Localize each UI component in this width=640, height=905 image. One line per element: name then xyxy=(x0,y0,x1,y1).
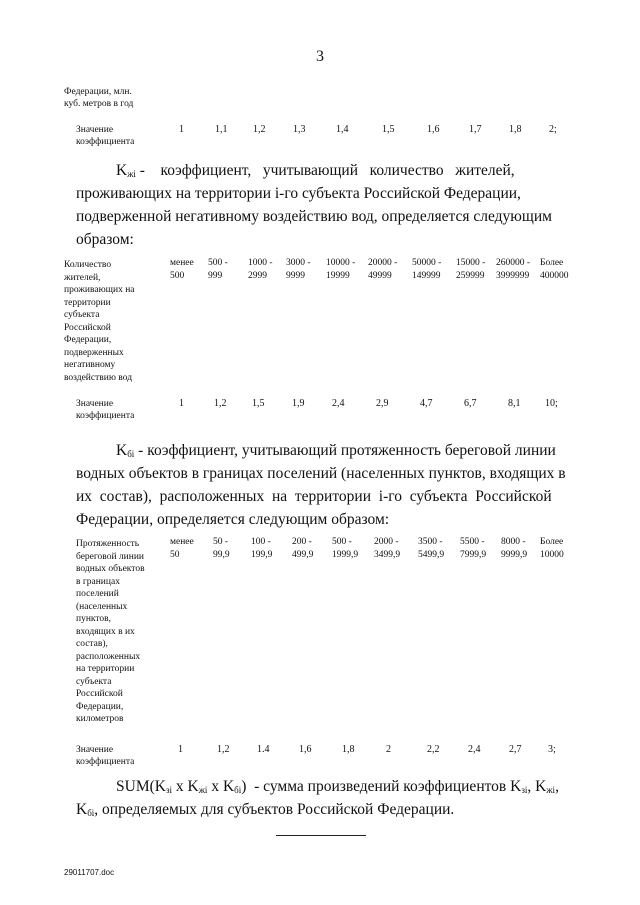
times: x K xyxy=(207,778,235,795)
table3-label-line: (населенных xyxy=(76,601,128,612)
table2-header-line: 19999 xyxy=(326,270,350,281)
comma: , xyxy=(555,778,559,795)
table2-label-line: территории xyxy=(64,297,111,308)
table1-value: 1,7 xyxy=(469,124,482,135)
table2-value: 8,1 xyxy=(508,398,521,409)
table2-header-line: 15000 - xyxy=(456,258,486,268)
table3-value: 1.4 xyxy=(257,744,270,755)
table2-value: 2,9 xyxy=(376,398,389,409)
table3-header-line: 9999,9 xyxy=(501,549,528,560)
table1-value: 1,5 xyxy=(382,124,395,135)
table2-value: 1,2 xyxy=(214,398,227,409)
table3-value: 2 xyxy=(386,744,391,755)
table3-header-line: 499,9 xyxy=(292,549,314,560)
table1-value: 1,6 xyxy=(427,124,440,135)
table2-label-line: субъекта xyxy=(64,310,100,320)
table3-header-line: 500 - xyxy=(332,537,352,547)
table2-header-line: 50000 - xyxy=(412,258,442,268)
table3-header-line: 3500 - xyxy=(418,537,443,547)
table2-header xyxy=(248,257,273,282)
table1-value-label-2: коэффициента xyxy=(76,137,135,147)
table2-header-line: 259999 xyxy=(456,270,485,281)
table3-value-label-1: Значение xyxy=(76,745,114,755)
table1-label-line-1: Федерации, млн. xyxy=(64,87,132,97)
table2-label-line: жителей, xyxy=(64,272,101,283)
table3-header-line: 99,9 xyxy=(213,549,230,560)
k-symbol: K xyxy=(76,801,88,818)
sub: зi xyxy=(521,785,528,795)
table2-header-line: 3000 - xyxy=(286,258,311,268)
table2-header-line: 20000 - xyxy=(368,258,398,268)
table3-value: 1,6 xyxy=(299,744,312,755)
table2-header xyxy=(208,257,228,282)
sub: бi xyxy=(234,785,242,795)
table2-label-line: воздействию вод xyxy=(64,372,133,383)
table3-header xyxy=(170,536,194,561)
para2-line-2: водных объектов в границах поселений (населенных пунктов, входящих в xyxy=(76,465,566,482)
comma: , K xyxy=(527,778,547,795)
table3-value: 2,4 xyxy=(468,744,481,755)
table3-label-line: пунктов, xyxy=(76,614,112,624)
table2-value-label-1: Значение xyxy=(76,399,114,409)
para1-symbol: K xyxy=(116,162,128,179)
table3-header xyxy=(332,536,358,561)
table2-value: 1,5 xyxy=(252,398,265,409)
table1-value: 1,1 xyxy=(215,124,228,135)
para1-symbol-sub: жi xyxy=(127,169,136,179)
para1-line-1 xyxy=(116,160,566,186)
table1-value: 1 xyxy=(179,124,184,135)
table2-header-line: 500 - xyxy=(208,258,228,268)
table2-header-line: 49999 xyxy=(368,270,392,281)
table3-header-line: Более xyxy=(540,537,564,547)
table2-label-line: Российской xyxy=(64,322,111,333)
table3-header-line: 200 - xyxy=(292,537,312,547)
table3-header-line: 3499,9 xyxy=(374,549,401,560)
table2-header xyxy=(326,257,355,282)
table3-label-line: на территории xyxy=(76,664,135,674)
table3-label-line: Федерации, xyxy=(76,701,124,712)
table2-label-line: Федерации, xyxy=(64,335,112,345)
table3-header xyxy=(374,536,400,561)
table2-value-label-2: коэффициента xyxy=(76,411,135,421)
table3-header xyxy=(418,536,444,561)
sub: жi xyxy=(546,785,556,795)
table3-header-line: 5499,9 xyxy=(418,549,445,560)
table3-value: 2,7 xyxy=(509,744,522,755)
table2-label-line: Количество xyxy=(64,260,112,270)
table3-header xyxy=(213,536,230,561)
table2-value: 4,7 xyxy=(420,398,433,409)
page-number: 3 xyxy=(316,48,324,65)
para2-symbol-sub: бi xyxy=(127,449,135,459)
table3-value: 1,8 xyxy=(342,744,355,755)
table3-header-line: 50 - xyxy=(213,537,229,547)
table2-header xyxy=(540,257,569,282)
table3-header xyxy=(501,536,527,561)
table3-label-line: водных объектов xyxy=(76,564,145,574)
table3-header-line: 5500 - xyxy=(460,537,485,547)
table2-header-line: 10000 - xyxy=(326,258,356,268)
table3-header-line: 50 xyxy=(170,549,180,560)
table2-value: 1 xyxy=(179,398,184,409)
table2-header-line: 260000 - xyxy=(496,258,531,268)
table3-label-line: Протяженность xyxy=(76,539,140,549)
table3-header-line: 1999,9 xyxy=(332,549,359,560)
table2-label xyxy=(64,259,135,384)
para1-line-4: образом: xyxy=(76,231,134,248)
table2-header-line: 500 xyxy=(170,270,185,281)
table3-header xyxy=(292,536,313,561)
sum-open: SUM(K xyxy=(116,778,166,795)
table1-value-label-1: Значение xyxy=(76,125,114,135)
table2-label-line: подверженных xyxy=(64,347,124,358)
table3-header-line: 7999,9 xyxy=(460,549,487,560)
table1-value: 1,3 xyxy=(293,124,306,135)
table3-header xyxy=(251,536,272,561)
para2-line-1-text: - коэффициент, учитывающий протяженность береговой линии xyxy=(134,442,556,459)
para3-line-2 xyxy=(76,799,454,825)
table2-header-line: 9999 xyxy=(286,270,305,281)
table3-header xyxy=(540,536,564,561)
para2-line-4: Федерации, определяется следующим образом: xyxy=(76,511,390,528)
table3-value: 1 xyxy=(178,744,183,755)
table1-value: 1,2 xyxy=(253,124,266,135)
table3-label-line: километров xyxy=(76,714,124,724)
sub: жi xyxy=(198,785,208,795)
table2-label-line: проживающих на xyxy=(64,285,135,295)
table2-header-line: 1000 - xyxy=(248,258,273,268)
table3-value: 2,2 xyxy=(427,744,440,755)
table1-value: 2; xyxy=(549,124,557,135)
table2-header-line: 149999 xyxy=(412,270,441,281)
para2-line-3: их состав), расположенных на территории i-го субъекта Российской xyxy=(76,488,552,505)
footer-filename: 29011707.doc xyxy=(64,868,115,877)
table3-label-line: береговой линии xyxy=(76,551,145,562)
table2-header-line: Более xyxy=(540,258,564,268)
para1-line-1-text: - коэффициент, учитывающий количество жителей, xyxy=(139,162,515,179)
table3-label-line: в границах xyxy=(76,576,120,587)
table2-header xyxy=(456,257,485,282)
table3-label-line: состав), xyxy=(76,639,108,649)
table2-header xyxy=(170,257,194,282)
table2-value: 6,7 xyxy=(464,398,477,409)
table2-header xyxy=(496,257,530,282)
para2-symbol: K xyxy=(116,442,128,459)
table3-label-line: Российской xyxy=(76,689,123,699)
para2-line-1 xyxy=(116,440,556,466)
table2-header-line: 400000 xyxy=(540,270,569,281)
table2-header-line: менее xyxy=(170,258,194,268)
para3-text: ) - сумма произведений коэффициентов K xyxy=(241,778,522,795)
table2-header-line: 2999 xyxy=(248,270,267,281)
table2-value: 2,4 xyxy=(332,398,345,409)
table3-value-label-2: коэффициента xyxy=(76,757,135,767)
sub: зi xyxy=(165,785,173,795)
table3-header-line: 10000 xyxy=(540,549,564,560)
table2-header-line: 999 xyxy=(208,270,223,281)
table3-value: 3; xyxy=(548,744,556,755)
table1-value: 1,4 xyxy=(336,124,349,135)
para1-line-3: подверженной негативному воздействию вод, определяется следующим xyxy=(76,208,552,225)
table3-header-line: 8000 - xyxy=(501,537,526,547)
table3-header xyxy=(460,536,486,561)
table2-value: 10; xyxy=(545,398,558,409)
table3-header-line: 2000 - xyxy=(374,537,399,547)
para3-line-1 xyxy=(116,776,559,802)
table2-header xyxy=(412,257,441,282)
sub: бi xyxy=(87,808,95,818)
table2-label-line: негативному xyxy=(64,360,116,370)
end-divider xyxy=(276,835,366,836)
table3-header-line: менее xyxy=(170,537,194,547)
table3-label xyxy=(76,538,145,726)
table3-label-line: субъекта xyxy=(76,676,112,687)
table3-header-line: 199,9 xyxy=(251,549,273,560)
para1-line-2: проживающих на территории i-го субъекта Российской Федерации, xyxy=(76,185,521,202)
table3-label-line: входящих в их xyxy=(76,626,135,637)
table2-value: 1,9 xyxy=(292,398,305,409)
table2-header xyxy=(368,257,397,282)
table3-value: 1,2 xyxy=(217,744,230,755)
times: x K xyxy=(172,778,199,795)
table3-label-line: поселений xyxy=(76,589,119,599)
para3-line-2-text: , определяемых для субъектов Российской Федерации. xyxy=(94,801,455,818)
table2-header-line: 3999999 xyxy=(496,270,530,281)
table3-header-line: 100 - xyxy=(251,537,271,547)
table2-header xyxy=(286,257,311,282)
table1-value: 1,8 xyxy=(509,124,522,135)
table3-label-line: расположенных xyxy=(76,651,141,662)
table1-label-line-2: куб. метров в год xyxy=(64,99,134,109)
